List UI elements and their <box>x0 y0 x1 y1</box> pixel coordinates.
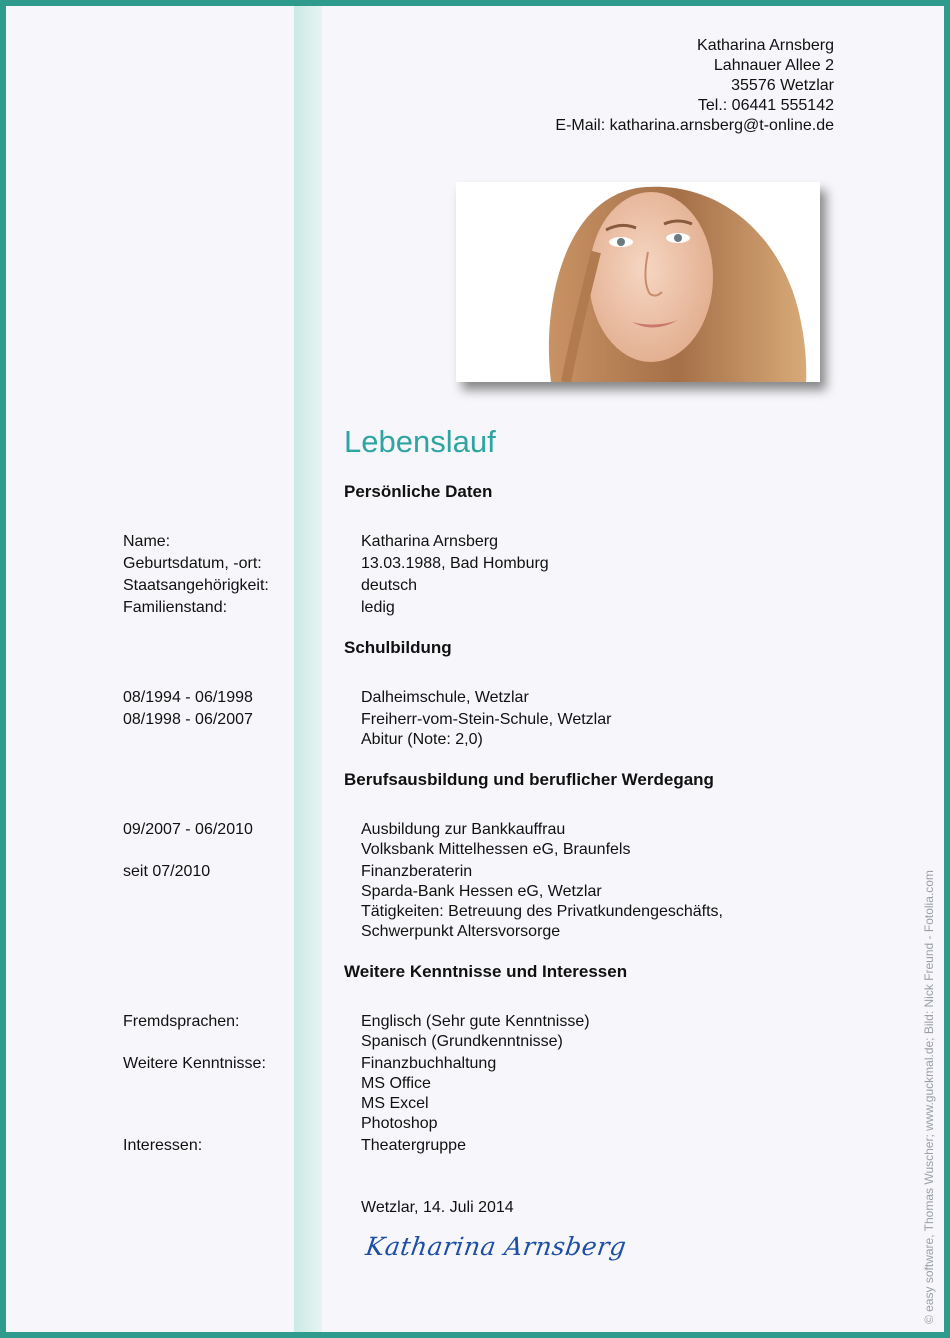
contact-email: E-Mail: katharina.arnsberg@t-online.de <box>555 117 834 134</box>
value-career-2-line-3: Tätigkeiten: Betreuung des Privatkundengeschäfts, <box>361 903 723 920</box>
portrait-photo <box>456 182 820 382</box>
contact-phone: Tel.: 06441 555142 <box>697 97 834 114</box>
section-title-personal: Persönliche Daten <box>344 482 493 501</box>
value-skill-1: Finanzbuchhaltung <box>361 1055 497 1072</box>
value-career-2-line-2: Sparda-Bank Hessen eG, Wetzlar <box>361 883 602 900</box>
value-skill-3: MS Excel <box>361 1095 429 1112</box>
label-interests: Interessen: <box>123 1137 203 1154</box>
label-career-1: 09/2007 - 06/2010 <box>123 821 253 838</box>
label-school-1: 08/1994 - 06/1998 <box>123 689 253 706</box>
value-marital-status: ledig <box>361 599 395 616</box>
place-date: Wetzlar, 14. Juli 2014 <box>361 1199 514 1216</box>
section-title-skills: Weitere Kenntnisse und Interessen <box>344 962 628 981</box>
signature: Katharina Arnsberg <box>363 1232 629 1261</box>
label-school-2: 08/1998 - 06/2007 <box>123 711 253 728</box>
label-languages: Fremdsprachen: <box>123 1013 240 1030</box>
label-name: Name: <box>123 533 171 550</box>
value-languages-1: Englisch (Sehr gute Kenntnisse) <box>361 1013 590 1030</box>
label-marital-status: Familienstand: <box>123 599 228 616</box>
value-interests: Theatergruppe <box>361 1137 466 1154</box>
section-title-school: Schulbildung <box>344 638 452 657</box>
contact-block <box>555 36 834 136</box>
label-birth: Geburtsdatum, -ort: <box>123 555 262 572</box>
value-birth: 13.03.1988, Bad Homburg <box>361 555 549 572</box>
value-skill-4: Photoshop <box>361 1115 438 1132</box>
label-career-2: seit 07/2010 <box>123 863 211 880</box>
label-nationality: Staatsangehörigkeit: <box>123 577 269 594</box>
section-title-career: Berufsausbildung und beruflicher Werdegang <box>344 770 714 789</box>
value-languages-2: Spanisch (Grundkenntnisse) <box>361 1033 563 1050</box>
value-school-2-note: Abitur (Note: 2,0) <box>361 731 483 748</box>
page-title: Lebenslauf <box>344 424 496 459</box>
value-career-2-line-1: Finanzberaterin <box>361 863 473 880</box>
value-school-1: Dalheimschule, Wetzlar <box>361 689 529 706</box>
label-other-skills: Weitere Kenntnisse: <box>123 1055 266 1072</box>
value-skill-2: MS Office <box>361 1075 431 1092</box>
value-name: Katharina Arnsberg <box>361 533 498 550</box>
value-career-1-line-1: Ausbildung zur Bankkauffrau <box>361 821 566 838</box>
contact-city: 35576 Wetzlar <box>731 77 834 94</box>
value-career-1-line-2: Volksbank Mittelhessen eG, Braunfels <box>361 841 631 858</box>
value-school-2: Freiherr-vom-Stein-Schule, Wetzlar <box>361 711 612 728</box>
image-credit: © easy software, Thomas Wuscher; www.guckmal.de; Bild: Nick Freund - Fotolia.com <box>922 870 936 1324</box>
decorative-stripe <box>294 6 322 1332</box>
value-career-2-line-4: Schwerpunkt Altersvorsorge <box>361 923 561 940</box>
contact-name: Katharina Arnsberg <box>697 37 834 54</box>
contact-street: Lahnauer Allee 2 <box>713 57 834 74</box>
value-nationality: deutsch <box>361 577 418 594</box>
